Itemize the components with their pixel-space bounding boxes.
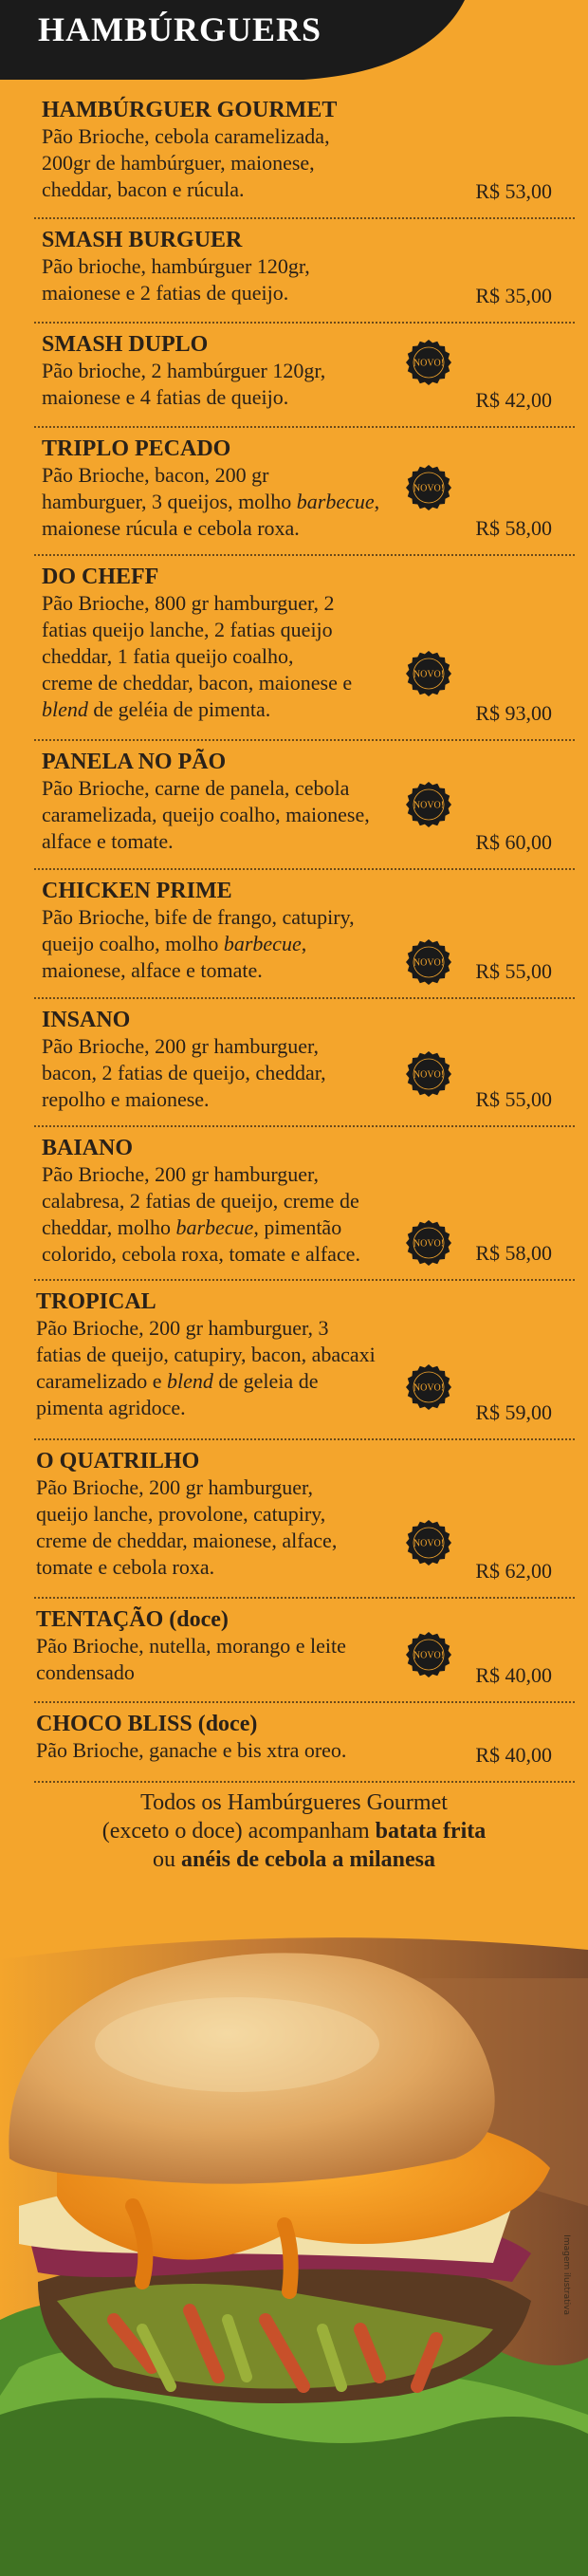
description-line: fatias queijo lanche, 2 fatias queijo <box>42 618 333 641</box>
page-title: HAMBÚRGUERS <box>38 10 322 48</box>
description-line: Pão Brioche, 800 gr hamburguer, 2 <box>42 591 335 615</box>
description-line: alface e tomate. <box>42 829 174 853</box>
description-line: Pão Brioche, 200 gr hamburguer, <box>36 1475 313 1499</box>
badge-label: NOVO! <box>413 800 445 811</box>
menu-item <box>34 91 575 219</box>
description-line: Pão Brioche, ganache e bis xtra oreo. <box>36 1738 347 1762</box>
badge-label: NOVO! <box>413 1238 445 1250</box>
description-line: Pão brioche, hambúrguer 120gr, <box>42 254 310 278</box>
description-line: fatias de queijo, catupiry, bacon, abacaxi <box>36 1343 376 1366</box>
menu-item <box>34 743 575 870</box>
description-line: Pão Brioche, cebola caramelizada, <box>42 124 330 148</box>
footer-line-3: ou anéis de cebola a milanesa <box>153 1847 435 1872</box>
menu-item-description <box>42 904 421 984</box>
menu-item <box>34 872 575 999</box>
menu-item-name: CHICKEN PRIME <box>42 879 232 903</box>
description-line: cheddar, 1 fatia queijo coalho, <box>42 644 294 668</box>
menu-item-price: R$ 35,00 <box>475 284 552 307</box>
new-badge-icon <box>406 782 451 827</box>
description-line: creme de cheddar, bacon, maionese e <box>42 671 353 695</box>
footer-note <box>0 1788 588 1874</box>
description-line: cheddar, bacon e rúcula. <box>42 177 245 201</box>
menu-item-name: SMASH BURGUER <box>42 228 243 252</box>
description-line: condensado <box>36 1660 135 1684</box>
burger-photo <box>0 1921 588 2576</box>
menu-item <box>34 558 575 741</box>
menu-item-price: R$ 62,00 <box>475 1559 552 1583</box>
menu-item-price: R$ 58,00 <box>475 1241 552 1265</box>
menu-item-description <box>42 1033 421 1113</box>
menu-item-price: R$ 59,00 <box>475 1400 552 1424</box>
badge-label: NOVO! <box>413 669 445 680</box>
description-line: creme de cheddar, maionese, alface, <box>36 1529 338 1552</box>
badge-label: NOVO! <box>413 1538 445 1549</box>
description-line: Pão Brioche, bacon, 200 gr <box>42 463 269 487</box>
description-line: bacon, 2 fatias de queijo, cheddar, <box>42 1061 326 1084</box>
menu-item-name: INSANO <box>42 1008 131 1032</box>
menu-item-price: R$ 53,00 <box>475 179 552 203</box>
description-line: cheddar, molho barbecue, pimentão <box>42 1215 342 1239</box>
description-line: pimenta agridoce. <box>36 1396 186 1419</box>
description-line: queijo lanche, provolone, catupiry, <box>36 1502 326 1526</box>
menu-item-name: TROPICAL <box>36 1289 156 1314</box>
menu-item-description <box>36 1315 415 1421</box>
new-badge-icon <box>406 651 451 696</box>
menu-item-price: R$ 42,00 <box>475 388 552 412</box>
footer-line-1: Todos os Hambúrgueres Gourmet <box>140 1790 448 1815</box>
description-line: tomate e cebola roxa. <box>36 1555 215 1579</box>
new-badge-icon <box>406 1364 451 1410</box>
badge-label: NOVO! <box>413 483 445 494</box>
description-line: maionese rúcula e cebola roxa. <box>42 516 300 540</box>
menu-item <box>34 1442 575 1599</box>
description-line: maionese, alface e tomate. <box>42 958 263 982</box>
description-line: Pão Brioche, 200 gr hamburguer, 3 <box>36 1316 329 1340</box>
menu-item-name: BAIANO <box>42 1136 134 1160</box>
new-badge-icon <box>406 939 451 985</box>
menu-item-price: R$ 93,00 <box>475 701 552 725</box>
description-line: Pão Brioche, 200 gr hamburguer, <box>42 1034 319 1058</box>
menu-item-name: DO CHEFF <box>42 565 159 589</box>
menu-item-name: SMASH DUPLO <box>42 332 209 357</box>
new-badge-icon <box>406 1632 451 1677</box>
new-badge-icon <box>406 1051 451 1097</box>
footer-line-2: (exceto o doce) acompanham batata frita <box>101 1819 487 1844</box>
photo-caption: Imagem ilustrativa <box>561 2234 571 2315</box>
menu-item <box>34 1001 575 1127</box>
description-line: caramelizado e blend de geleia de <box>36 1369 319 1393</box>
badge-label: NOVO! <box>413 957 445 969</box>
description-line: Pão Brioche, carne de panela, cebola <box>42 776 350 800</box>
badge-label: NOVO! <box>413 1650 445 1661</box>
new-badge-icon <box>406 1520 451 1566</box>
menu-item-name: TRIPLO PECADO <box>42 436 231 461</box>
menu-item <box>34 1283 575 1440</box>
menu-item <box>34 1601 575 1703</box>
description-line: calabresa, 2 fatias de queijo, creme de <box>42 1189 359 1213</box>
menu-item-description <box>36 1474 415 1581</box>
menu-item-name: TENTAÇÃO (doce) <box>36 1607 229 1632</box>
menu-item <box>34 325 575 428</box>
menu-item-price: R$ 55,00 <box>475 1087 552 1111</box>
menu-item-price: R$ 58,00 <box>475 516 552 540</box>
description-line: maionese e 4 fatias de queijo. <box>42 385 289 409</box>
menu-item-description <box>36 1633 415 1686</box>
menu-item <box>34 1129 575 1281</box>
description-line: Pão Brioche, bife de frango, catupiry, <box>42 905 355 929</box>
badge-label: NOVO! <box>413 1382 445 1394</box>
description-line: 200gr de hambúrguer, maionese, <box>42 151 315 175</box>
menu-item-description <box>42 775 421 855</box>
menu-item <box>34 221 575 324</box>
menu-item-price: R$ 55,00 <box>475 959 552 983</box>
menu-item-description <box>42 462 421 542</box>
menu-item-description <box>42 358 421 411</box>
menu-item-description <box>42 590 421 723</box>
menu-item-name: CHOCO BLISS (doce) <box>36 1712 258 1736</box>
description-line: hamburguer, 3 queijos, molho barbecue, <box>42 490 380 513</box>
menu-item-description <box>42 253 421 306</box>
menu-item-price: R$ 40,00 <box>475 1663 552 1687</box>
menu-item-name: PANELA NO PÃO <box>42 750 227 774</box>
header-banner <box>0 0 588 80</box>
description-line: repolho e maionese. <box>42 1087 210 1111</box>
new-badge-icon <box>406 1220 451 1266</box>
new-badge-icon <box>406 465 451 510</box>
badge-label: NOVO! <box>413 1069 445 1081</box>
description-line: colorido, cebola roxa, tomate e alface. <box>42 1242 360 1266</box>
description-line: maionese e 2 fatias de queijo. <box>42 281 289 305</box>
description-line: Pão Brioche, 200 gr hamburguer, <box>42 1162 319 1186</box>
menu-item-name: HAMBÚRGUER GOURMET <box>42 98 338 122</box>
menu-item-description <box>36 1737 415 1764</box>
menu-item-description <box>42 1161 421 1268</box>
description-line: blend de geléia de pimenta. <box>42 697 271 721</box>
new-badge-icon <box>406 340 451 385</box>
description-line: queijo coalho, molho barbecue, <box>42 932 307 955</box>
menu-item-price: R$ 60,00 <box>475 830 552 854</box>
badge-label: NOVO! <box>413 358 445 369</box>
description-line: Pão brioche, 2 hambúrguer 120gr, <box>42 359 326 382</box>
menu-item-description <box>42 123 421 203</box>
description-line: caramelizada, queijo coalho, maionese, <box>42 803 370 826</box>
menu-item-price: R$ 40,00 <box>475 1743 552 1767</box>
menu-item <box>34 430 575 556</box>
menu-item <box>34 1705 575 1783</box>
menu-item-name: O QUATRILHO <box>36 1449 200 1473</box>
description-line: Pão Brioche, nutella, morango e leite <box>36 1634 346 1658</box>
